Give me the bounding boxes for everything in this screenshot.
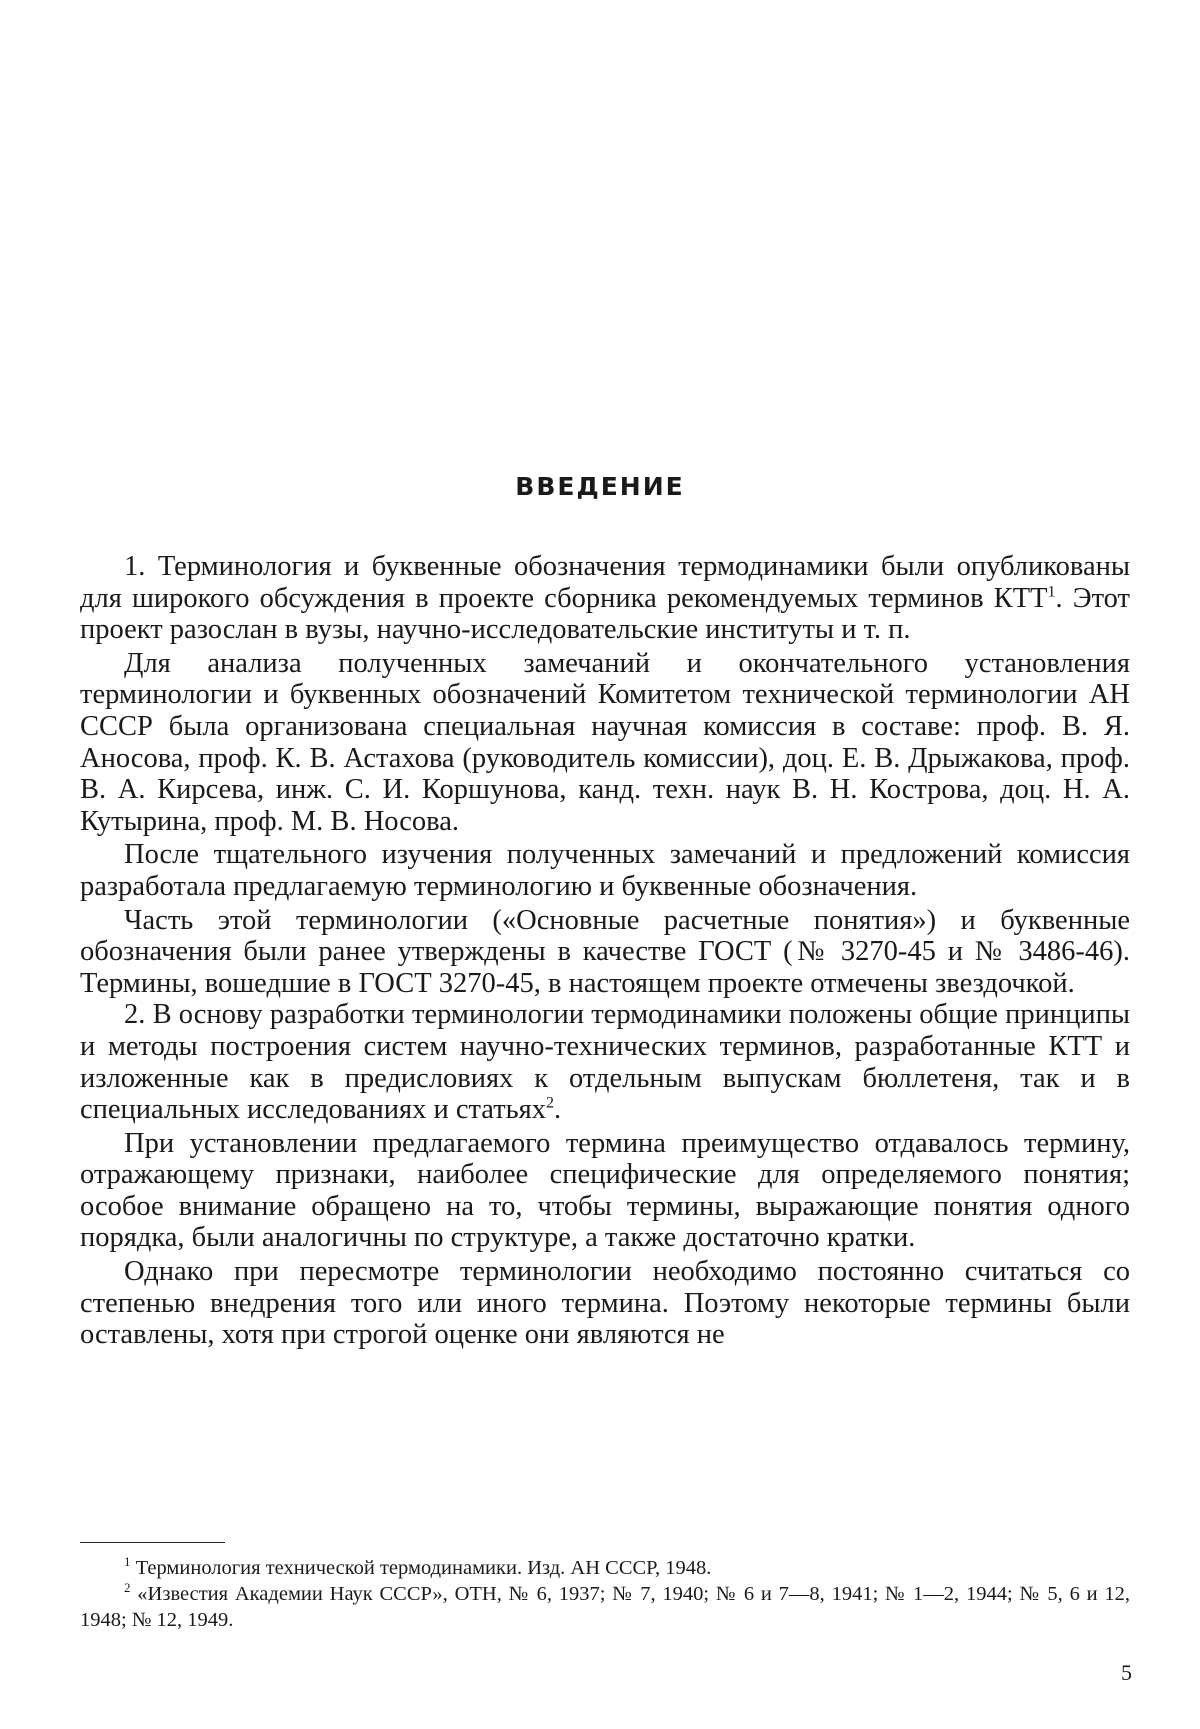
footnote-mark-1: 1 xyxy=(124,1554,131,1570)
paragraph-6: При установлении предлагаемого термина преимущество отдавалось термину, отражающему признаки, наиболее специфические для определяемого понятия; особое внимание обращено на то, чтобы термины, выражающие понятия одного порядка, были аналогичны по структуре, а также достаточно кратки. xyxy=(80,1127,1130,1254)
paragraph-7: Однако при пересмотре терминологии необходимо постоянно считаться со степенью внедрения того или иного термина. Поэтому некоторые термины были оставлены, хотя при строгой оценке они являются не xyxy=(80,1256,1130,1351)
paragraph-5-text: 2. В основу разработки терминологии термодинамики положены общие принципы и методы построения систем научно-технических терминов, разработанные КТТ и изложенные как в предисловиях к отдельным выпускам бюллетеня, так и в специальных исследованиях и статьях xyxy=(80,999,1130,1126)
footnote-1-text: Терминология технической термодинамики. Изд. АН СССР, 1948. xyxy=(135,1557,712,1579)
footnotes xyxy=(80,1555,1130,1633)
main-text xyxy=(80,551,1130,1351)
footnote-2 xyxy=(80,1581,1130,1633)
paragraph-5-text-end: . xyxy=(554,1094,562,1126)
paragraph-1 xyxy=(80,551,1130,646)
paragraph-1-text: 1. Терминология и буквенные обозначения термодинамики были опубликованы для широкого обсуждения в проекте сборника рекомендуемых терминов КТТ xyxy=(80,551,1130,614)
footnote-2-text: «Известия Академии Наук СССР», ОТН, № 6, 1937; № 7, 1940; № 6 и 7—8, 1941; № 1—2, 1944; № 5, 6 и 12, 1948; № 12, 1949. xyxy=(80,1583,1131,1631)
footnote-ref-1: 1 xyxy=(1047,583,1056,601)
footnote-divider xyxy=(80,1542,225,1543)
footnote-1 xyxy=(80,1555,1130,1581)
paragraph-2: Для анализа полученных замечаний и окончательного установления терминологии и буквенных обозначений Комитетом технической терминологии АН СССР была организована специальная научная комиссия в составе: проф. В. Я. Аносова, проф. К. В. Астахова (руководитель комиссии), доц. Е. В. Дрыжакова, проф. В. А. Кирсева, инж. С. И. Коршунова, канд. техн. наук В. Н. Кострова, доц. Н. А. Кутырина, проф. М. В. Носова. xyxy=(80,647,1130,837)
paragraph-3: После тщательного изучения полученных замечаний и предложений комиссия разработала предлагаемую терминологию и буквенные обозначения. xyxy=(80,839,1130,902)
footnote-mark-2: 2 xyxy=(124,1580,131,1596)
paragraph-1-text-end: . Этот проект разослан в вузы, научно-исследовательские институты и т. п. xyxy=(80,582,1130,646)
page-number: 5 xyxy=(1121,1660,1132,1685)
paragraph-4: Часть этой терминологии («Основные расчетные понятия») и буквенные обозначения были ранее утверждены в качестве ГОСТ (№ 3270-45 и № 3486-46). Термины, вошедшие в ГОСТ 3270-45, в настоящем проекте отмечены звездочкой. xyxy=(80,904,1130,999)
footnote-ref-2: 2 xyxy=(546,1094,555,1112)
paragraph-5 xyxy=(80,999,1130,1125)
page-title: ВВЕДЕНИЕ xyxy=(515,472,685,501)
